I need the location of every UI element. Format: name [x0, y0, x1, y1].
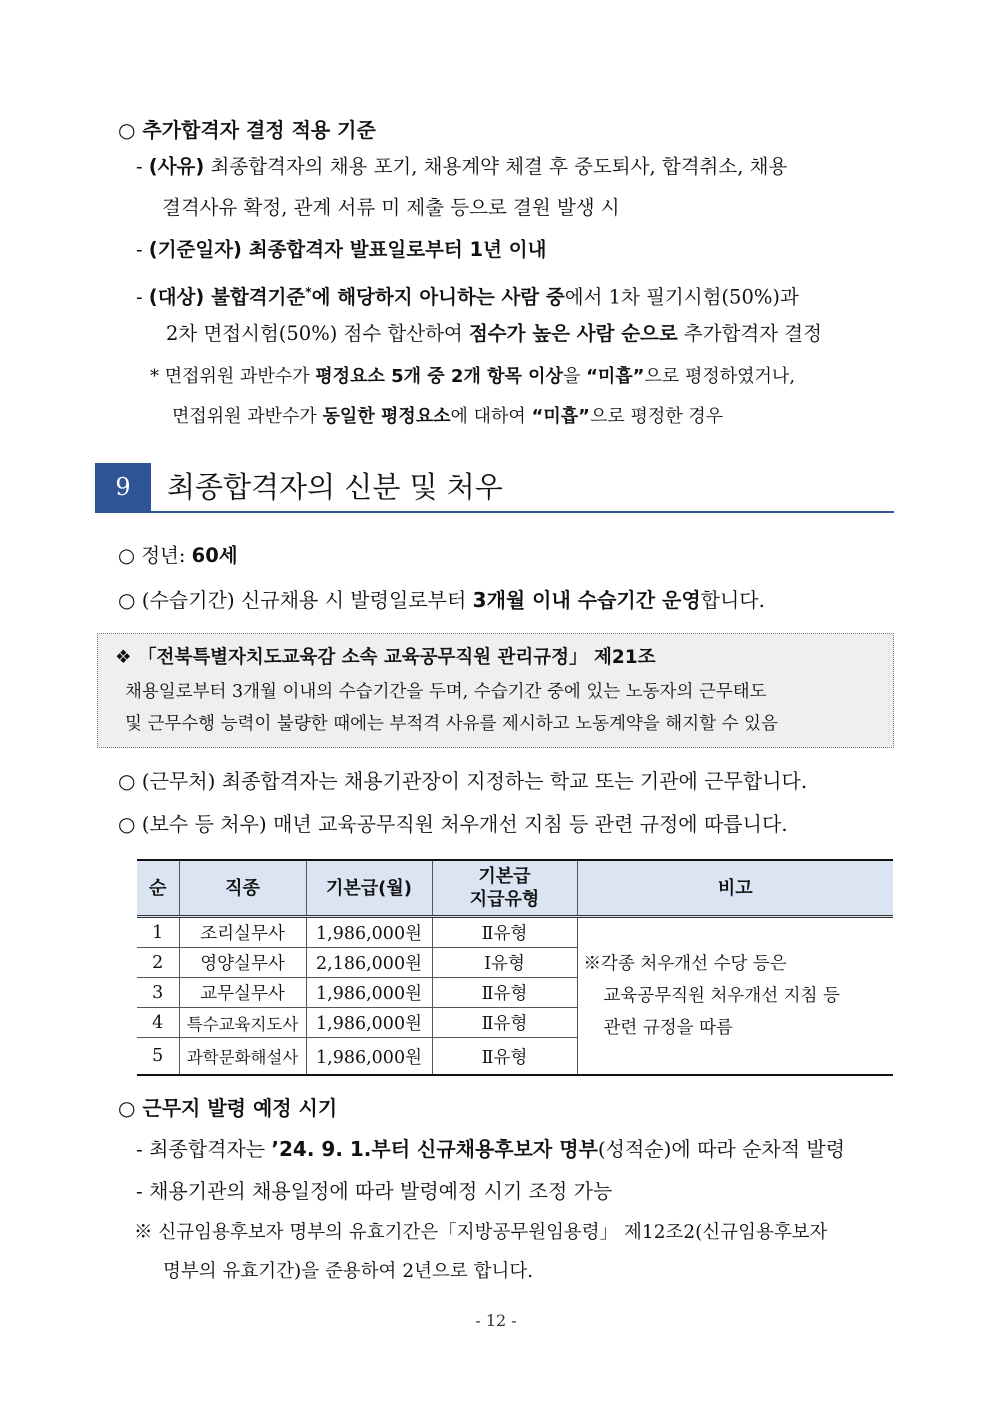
- cell-salary: 2,186,000원: [306, 948, 432, 978]
- cell-job: 조리실무사: [179, 917, 306, 948]
- cell-salary: 1,986,000원: [306, 917, 432, 948]
- basedate-text: (기준일자) 최종합격자 발표일로부터 1년 이내: [148, 238, 547, 261]
- header-type-1: 기본급: [478, 866, 531, 887]
- regulation-line-1: 채용일로부터 3개월 이내의 수습기간을 두며, 수습기간 중에 있는 노동자의 근무태도: [125, 682, 767, 702]
- assign-1a: - 최종합격자는: [136, 1137, 272, 1161]
- header-job: 직종: [179, 860, 306, 917]
- target-text-2b: 점수가 높은 사람 순으로: [468, 322, 678, 345]
- page-number: - 12 -: [475, 1311, 517, 1330]
- cell-type: Ⅱ유형: [432, 917, 577, 948]
- assign-heading: ○ 근무지 발령 예정 시기: [118, 1096, 338, 1120]
- cell-no: 4: [137, 1008, 179, 1038]
- note-1e: 으로 평정하였거나,: [644, 366, 796, 387]
- probation-line: [118, 586, 765, 614]
- cell-salary: 1,986,000원: [306, 1008, 432, 1038]
- remark-line-3: 관련 규정을 따름: [603, 1018, 733, 1038]
- cell-type: Ⅱ유형: [432, 1008, 577, 1038]
- probation-text-a: ○ (수습기간) 신규채용 시 발령일로부터: [118, 588, 473, 612]
- remark-line-1: ※각종 처우개선 수당 등은: [583, 954, 787, 974]
- cell-type: Ⅱ유형: [432, 978, 577, 1008]
- note-2e: 으로 평정한 경우: [589, 406, 724, 427]
- cell-no: 3: [137, 978, 179, 1008]
- assign-note-2: 명부의 유효기간)을 준용하여 2년으로 합니다.: [163, 1261, 534, 1282]
- retire-age: 60세: [191, 544, 238, 567]
- basedate-line: - (기준일자) 최종합격자 발표일로부터 1년 이내: [136, 238, 547, 261]
- header-no: 순: [137, 860, 179, 917]
- cell-job: 교무실무사: [179, 978, 306, 1008]
- target-label: (대상) 불합격기준: [148, 285, 306, 309]
- target-star: *: [305, 285, 312, 299]
- regulation-line-2: 및 근무수행 능력이 불량한 때에는 부적격 사유를 제시하고 노동계약을 해지할 수 있음: [125, 714, 778, 734]
- header-type-2: 지급유형: [469, 889, 540, 910]
- reason-line-2: 결격사유 확정, 관계 서류 미 제출 등으로 결원 발생 시: [162, 196, 620, 219]
- cell-salary: 1,986,000원: [306, 1038, 432, 1076]
- table-row: [137, 917, 893, 948]
- remark-line-2: 교육공무직원 처우개선 지침 등: [603, 986, 840, 1006]
- note-2c: 에 대하여: [450, 406, 532, 427]
- target-line-2: [166, 320, 822, 348]
- additional-criteria-heading: ○ 추가합격자 결정 적용 기준: [118, 118, 376, 142]
- cell-job: 특수교육지도사: [179, 1008, 306, 1038]
- retire-line: [118, 542, 238, 570]
- section-9-heading: [95, 463, 894, 513]
- section-title: 최종합격자의 신분 및 처우: [167, 470, 503, 504]
- cell-no: 2: [137, 948, 179, 978]
- assign-1c: (성적순)에 따라 순차적 발령: [597, 1137, 846, 1161]
- cell-remark: [577, 917, 893, 1076]
- note-line-2: [172, 403, 723, 431]
- retire-text: ○ 정년:: [118, 544, 192, 567]
- pay-line: ○ (보수 등 처우) 매년 교육공무직원 처우개선 지침 등 관련 규정에 따릅니다.: [118, 812, 788, 836]
- cell-salary: 1,986,000원: [306, 978, 432, 1008]
- section-number: 9: [95, 463, 151, 511]
- note-1c: 을: [562, 366, 587, 387]
- target-text-2a: 2차 면접시험(50%) 점수 합산하여: [166, 322, 469, 345]
- reason-text: 최종합격자의 채용 포기, 채용계약 체결 후 중도퇴사, 합격취소, 채용: [204, 155, 788, 178]
- cell-no: 1: [137, 917, 179, 948]
- cell-type: Ⅱ유형: [432, 1038, 577, 1076]
- target-line-1: - (대상) 불합격기준*에 해당하지 아니하는 사람 중에서 1차 필기시험(50%)과: [136, 285, 799, 309]
- cell-type: Ⅰ유형: [432, 948, 577, 978]
- regulation-box: [97, 633, 894, 748]
- header-salary: 기본급(월): [306, 860, 432, 917]
- target-bold: 에 해당하지 아니하는 사람 중: [311, 285, 565, 309]
- header-remark: 비고: [577, 860, 893, 917]
- target-text-2c: 추가합격자 결정: [677, 322, 822, 345]
- table-header-row: [137, 860, 893, 917]
- header-type: [432, 860, 577, 917]
- cell-job: 과학문화해설사: [179, 1038, 306, 1076]
- target-text-1: 에서 1차 필기시험(50%)과: [564, 285, 799, 309]
- note-1b: 평정요소 5개 중 2개 항목 이상: [315, 366, 563, 387]
- assign-line-1: [136, 1135, 845, 1163]
- workplace-line: ○ (근무처) 최종합격자는 채용기관장이 지정하는 학교 또는 기관에 근무합니다.: [118, 769, 808, 793]
- note-2b: 동일한 평정요소: [322, 406, 451, 427]
- salary-table: [137, 859, 893, 1076]
- cell-job: 영양실무사: [179, 948, 306, 978]
- note-1d: “미흡”: [586, 366, 645, 387]
- cell-no: 5: [137, 1038, 179, 1076]
- assign-line-2: - 채용기관의 채용일정에 따라 발령예정 시기 조정 가능: [136, 1179, 613, 1203]
- regulation-title: ❖ 「전북특별자치도교육감 소속 교육공무직원 관리규정」 제21조: [115, 647, 656, 668]
- probation-bold: 3개월 이내 수습기간 운영: [472, 588, 701, 612]
- note-2a: 면접위원 과반수가: [172, 406, 323, 427]
- note-2d: “미흡”: [531, 406, 590, 427]
- assign-1b: ’24. 9. 1.부터 신규채용후보자 명부: [271, 1137, 598, 1161]
- probation-text-b: 합니다.: [700, 588, 765, 612]
- assign-note-1: ※ 신규임용후보자 명부의 유효기간은「지방공무원임용령」 제12조2(신규임용후보자: [134, 1222, 828, 1243]
- reason-line-1: - (사유) 최종합격자의 채용 포기, 채용계약 체결 후 중도퇴사, 합격취소, 채용: [136, 155, 788, 178]
- reason-label: (사유): [148, 155, 205, 178]
- note-line-1: [150, 363, 795, 391]
- note-1a: * 면접위원 과반수가: [150, 366, 316, 387]
